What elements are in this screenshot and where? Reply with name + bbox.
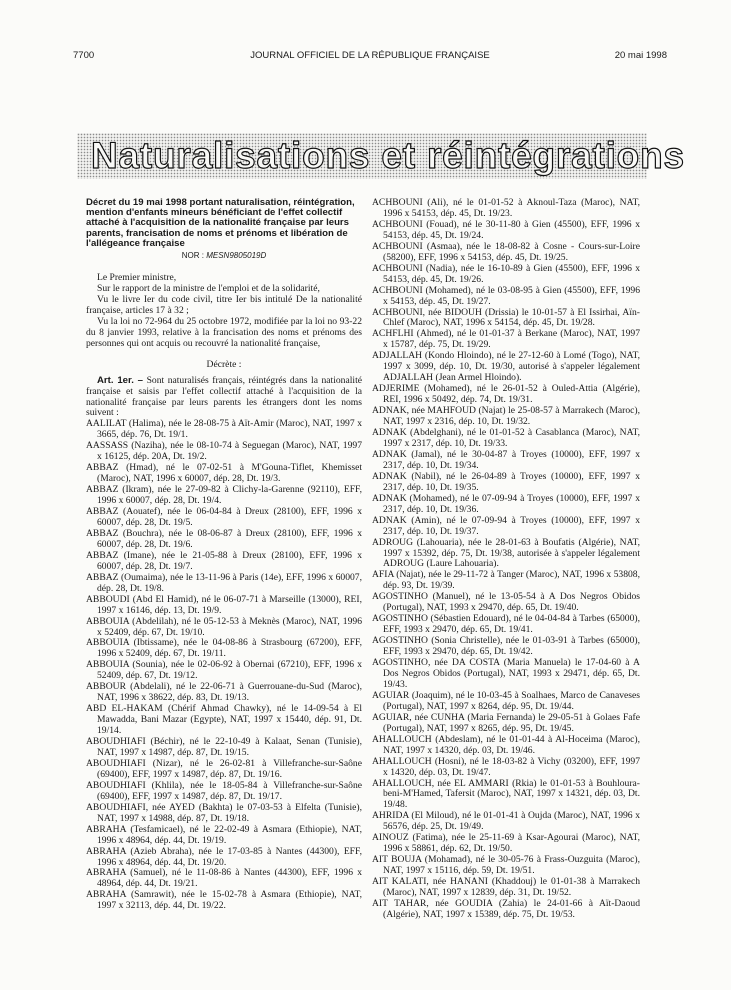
issue-date: 20 mai 1998 (614, 50, 667, 61)
naturalisation-entry: ACHBOUNI (Fouad), né le 30-11-80 à Gien (45500), EFF, 1996 x 54153, dép. 45, Dt. 19/24. (372, 218, 640, 241)
naturalisation-entry: ADNAK (Abdelghani), né le 01-01-52 à Casablanca (Maroc), NAT, 1997 x 2317, dép. 10, Dt. 19/33. (372, 427, 640, 449)
naturalisation-entry: ABRAHA (Samrawit), née le 15-02-78 à Asmara (Ethiopie), NAT, 1997 x 32113, dép. 44, Dt. 19/22. (86, 889, 362, 912)
page-number: 7700 (73, 50, 95, 61)
naturalisation-entry: AGOSTINHO, née DA COSTA (Maria Manuela) le 17-04-60 à A Dos Negros Obidos (Portugal), NAT, 1993 x 29471, dép. 65, Dt. 19/43. (372, 657, 640, 690)
page-header (73, 50, 667, 64)
right-column (372, 198, 640, 921)
naturalisation-entry: AIT TAHAR, née GOUDIA (Zahia) le 24-01-66 à Aït-Daoud (Algérie), NAT, 1997 x 15389, dép. 75, Dt. 19/53. (372, 898, 640, 920)
article-1 (86, 376, 362, 420)
naturalisation-entry: ABBAZ (Ikram), née le 27-09-82 à Clichy-la-Garenne (92110), EFF, 1996 x 60007, dép. 28, Dt. 19/4. (86, 484, 362, 507)
naturalisation-entry: ACHBOUNI (Asmaa), née le 18-08-82 à Cosne - Cours-sur-Loire (58200), EFF, 1996 x 54153, dép. 45, Dt. 19/25. (372, 240, 640, 263)
naturalisation-entry: ADJERIME (Mohamed), né le 26-01-52 à Ouled-Attia (Algérie), REI, 1996 x 50492, dép. 74, Dt. 19/31. (372, 383, 640, 406)
naturalisation-entry: AASSASS (Naziha), née le 08-10-74 à Seguegan (Maroc), NAT, 1997 x 16125, dép. 20A, Dt. 19/2. (86, 440, 362, 463)
naturalisation-entry: ABOUDHIAFI (Khlila), née le 18-05-84 à Villefranche-sur-Saône (69400), EFF, 1997 x 14987, dép. 87, Dt. 19/17. (86, 779, 362, 802)
naturalisation-entry: ADROUG (Lahouaria), née le 28-01-63 à Boufatis (Algérie), NAT, 1997 x 15392, dép. 75, Dt. 19/38, autorisée à s'appeler légalement ADROUG (Laure Lahouaria). (372, 536, 640, 570)
preamble-line: Sur le rapport de la ministre de l'emploi et de la solidarité, (97, 282, 320, 294)
naturalisation-entry: ABBAZ (Hmad), né le 07-02-51 à M'Gouna-Tiflet, Khemisset (Maroc), NAT, 1996 x 60007, dép. 28, Dt. 19/3. (86, 462, 362, 485)
naturalisation-entry: ADNAK (Jamal), né le 30-04-87 à Troyes (10000), EFF, 1997 x 2317, dép. 10, Dt. 19/34. (372, 448, 640, 471)
article-text: Sont naturalisés français, réintégrés dans la nationalité française et saisis par l'effet collectif attaché à l'acquisition de la nationalité française par leurs parents les étrangers dont les noms suivent : (86, 374, 362, 419)
naturalisation-entry: AHALLOUCH, née EL AMMARI (Rkia) le 01-01-53 à Bouhloura-beni-M'Hamed, Tafersit (Maroc), NAT, 1997 x 14321, dép. 03, Dt. 19/48. (372, 777, 640, 811)
naturalisation-entry: ADJALLAH (Kondo Hloindo), né le 27-12-60 à Lomé (Togo), NAT, 1997 x 3099, dép. 10, Dt. 19/30, autorisé à s'appeler légalement ADJALLAH (Jean Armel Hloindo). (372, 350, 640, 384)
decree-title: Décret du 19 mai 1998 portant naturalisation, réintégration, mention d'enfants mineurs bénéficiant de l'effet collectif attaché à l'acquisition de la nationalité française par leurs parents, francisation de noms et prénoms et libération de l'allégeance française (86, 197, 355, 249)
left-column (86, 198, 362, 912)
naturalisation-entry: ABBOUR (Abdelali), né le 22-06-71 à Guerrouane-du-Sud (Maroc), NAT, 1996 x 38622, dép. 83, Dt. 19/13. (86, 681, 362, 704)
section-title-band (77, 133, 685, 179)
naturalisation-entry: ABBOUIA (Ibtissame), née le 04-08-86 à Strasbourg (67200), EFF, 1996 x 52409, dép. 67, Dt. 19/11. (86, 637, 362, 660)
naturalisation-entry: ACHBOUNI (Ali), né le 01-01-52 à Aknoul-Taza (Maroc), NAT, 1996 x 54153, dép. 45, Dt. 19/23. (372, 197, 640, 219)
naturalisation-entry: AFIA (Najat), née le 29-11-72 à Tanger (Maroc), NAT, 1996 x 53808, dép. 93, Dt. 19/39. (372, 569, 640, 592)
naturalisation-entry: AGUIAR (Joaquim), né le 10-03-45 à Soalhaes, Marco de Canaveses (Portugal), NAT, 1997 x 8264, dép. 95, Dt. 19/44. (372, 689, 640, 712)
naturalisation-entry: ABOUDHIAFI (Béchir), né le 22-10-49 à Kalaat, Senan (Tunisie), NAT, 1997 x 14987, dép. 87, Dt. 19/15. (86, 736, 362, 758)
naturalisation-entry: AGUIAR, née CUNHA (Maria Fernanda) le 29-05-51 à Golaes Fafe (Portugal), NAT, 1997 x 8265, dép. 95, Dt. 19/45. (372, 711, 640, 734)
naturalisation-entry: ABOUDHIAFI (Nizar), né le 26-02-81 à Villefranche-sur-Saône (69400), EFF, 1997 x 14987, dép. 87, Dt. 19/16. (86, 757, 362, 780)
naturalisation-entry: AIT KALATI, née HANANI (Khaddouj) le 01-01-38 à Marrakech (Maroc), NAT, 1997 x 12839, dép. 31, Dt. 19/52. (372, 876, 640, 899)
nor-code: MESN9805019D (206, 251, 267, 261)
naturalisation-entry: AHRIDA (El Miloud), né le 01-01-41 à Oujda (Maroc), NAT, 1996 x 56576, dép. 25, Dt. 19/49. (372, 810, 640, 833)
naturalisation-entry: ACHFLHI (Ahmed), né le 01-01-37 à Berkane (Maroc), NAT, 1997 x 15787, dép. 75, Dt. 19/29. (372, 328, 640, 351)
naturalisation-entry: ABD EL-HAKAM (Chérif Ahmad Chawky), né le 14-09-54 à El Mawadda, Bani Mazar (Egypte), NAT, 1997 x 15440, dép. 91, Dt. 19/14. (86, 703, 362, 737)
naturalisation-entry: AHALLOUCH (Hosni), né le 18-03-82 à Vichy (03200), EFF, 1997 x 14320, dép. 03, Dt. 19/47. (372, 755, 640, 778)
naturalisation-entry: AHALLOUCH (Abdeslam), né le 01-01-44 à Al-Hoceima (Maroc), NAT, 1997 x 14320, dép. 03, Dt. 19/46. (372, 733, 640, 756)
naturalisation-entry: ACHBOUNI, née BIDOUH (Drissia) le 10-01-57 à El Issirhai, Aïn-Chlef (Maroc), NAT, 1996 x 54154, dép. 45, Dt. 19/28. (372, 306, 640, 329)
naturalisation-entry: ACHBOUNI (Mohamed), né le 03-08-95 à Gien (45500), EFF, 1996 x 54153, dép. 45, Dt. 19/27. (372, 284, 640, 307)
section-title: Naturalisations et réintégrations (91, 135, 685, 176)
naturalisation-entry: ABRAHA (Azieb Abraha), née le 17-03-85 à Nantes (44300), EFF, 1996 x 48964, dép. 44, Dt. 19/20. (86, 845, 362, 868)
naturalisation-entry: ABOUDHIAFI, née AYED (Bakhta) le 07-03-53 à Elfelta (Tunisie), NAT, 1997 x 14988, dép. 87, Dt. 19/18. (86, 801, 362, 824)
entry-list-left (86, 419, 362, 912)
naturalisation-entry: ABBAZ (Bouchra), née le 08-06-87 à Dreux (28100), EFF, 1996 x 60007, dép. 28, Dt. 19/6. (86, 527, 362, 550)
naturalisation-entry: ABBOUDI (Abd El Hamid), né le 06-07-71 à Marseille (13000), REI, 1997 x 16146, dép. 13, Dt. 19/9. (86, 593, 362, 616)
naturalisation-entry: ADNAK (Nabil), né le 26-04-89 à Troyes (10000), EFF, 1997 x 2317, dép. 10, Dt. 19/35. (372, 470, 640, 493)
naturalisation-entry: ABBOUIA (Sounia), née le 02-06-92 à Obernai (67210), EFF, 1996 x 52409, dép. 67, Dt. 19/12. (86, 659, 362, 682)
nor-reference (86, 251, 362, 262)
article-label: Art. 1er. – (97, 374, 144, 386)
naturalisation-entry: ABRAHA (Tesfamicael), né le 22-02-49 à Asmara (Ethiopie), NAT, 1996 x 48964, dép. 44, Dt. 19/19. (86, 823, 362, 846)
preamble-line: Vu le livre Ier du code civil, titre Ier bis intitulé De la nationalité française, articles 17 à 32 ; (86, 293, 362, 316)
entry-list-right (372, 198, 640, 921)
naturalisation-entry: ADNAK (Mohamed), né le 07-09-94 à Troyes (10000), EFF, 1997 x 2317, dép. 10, Dt. 19/36. (372, 492, 640, 515)
naturalisation-entry: ACHBOUNI (Nadia), née le 16-10-89 à Gien (45500), EFF, 1996 x 54153, dép. 45, Dt. 19/26. (372, 262, 640, 285)
journal-title: JOURNAL OFFICIEL DE LA RÉPUBLIQUE FRANÇAISE (250, 50, 490, 61)
naturalisation-entry: ADNAK (Amin), né le 07-09-94 à Troyes (10000), EFF, 1997 x 2317, dép. 10, Dt. 19/37. (372, 514, 640, 537)
naturalisation-entry: AGOSTINHO (Sébastien Edouard), né le 04-04-84 à Tarbes (65000), EFF, 1993 x 29470, dép. 65, Dt. 19/41. (372, 613, 640, 636)
nor-label: NOR : (181, 251, 204, 261)
naturalisation-entry: AALILAT (Halima), née le 28-08-75 à Aït-Amir (Maroc), NAT, 1997 x 3665, dép. 76, Dt. 19/1. (86, 418, 362, 441)
naturalisation-entry: AINOUZ (Fatima), née le 25-11-69 à Ksar-Agourai (Maroc), NAT, 1996 x 58861, dép. 62, Dt. 19/50. (372, 832, 640, 855)
preamble-line: Vu la loi no 72-964 du 25 octobre 1972, modifiée par la loi no 93-22 du 8 janvier 1993, relative à la francisation des noms et prénoms des personnes qui ont acquis ou recouvré la nationalité française, (86, 315, 362, 349)
naturalisation-entry: AGOSTINHO (Sonia Christelle), née le 01-03-91 à Tarbes (65000), EFF, 1993 x 29470, dép. 65, Dt. 19/42. (372, 635, 640, 658)
naturalisation-entry: AIT BOUJA (Mohamad), né le 30-05-76 à Frass-Ouzguita (Maroc), NAT, 1997 x 15116, dép. 59, Dt. 19/51. (372, 854, 640, 877)
naturalisation-entry: AGOSTINHO (Manuel), né le 13-05-54 à A Dos Negros Obidos (Portugal), NAT, 1993 x 29470, dép. 65, Dt. 19/40. (372, 591, 640, 614)
naturalisation-entry: ABRAHA (Samuel), né le 11-08-86 à Nantes (44300), EFF, 1996 x 48964, dép. 44, Dt. 19/21. (86, 867, 362, 890)
naturalisation-entry: ABBAZ (Imane), née le 21-05-88 à Dreux (28100), EFF, 1996 x 60007, dép. 28, Dt. 19/7. (86, 549, 362, 572)
decrete-heading: Décrète : (206, 358, 242, 370)
preamble-line: Le Premier ministre, (97, 271, 177, 283)
naturalisation-entry: ABBAZ (Oumaima), née le 13-11-96 à Paris (14e), EFF, 1996 x 60007, dép. 28, Dt. 19/8. (86, 571, 362, 594)
naturalisation-entry: ABBOUIA (Abdelilah), né le 05-12-53 à Meknès (Maroc), NAT, 1996 x 52409, dép. 67, Dt. 19/10. (86, 615, 362, 638)
naturalisation-entry: ADNAK, née MAHFOUD (Najat) le 25-08-57 à Marrakech (Maroc), NAT, 1997 x 2316, dép. 10, Dt. 19/32. (372, 405, 640, 428)
naturalisation-entry: ABBAZ (Aouatef), née le 06-04-84 à Dreux (28100), EFF, 1996 x 60007, dép. 28, Dt. 19/5. (86, 506, 362, 528)
